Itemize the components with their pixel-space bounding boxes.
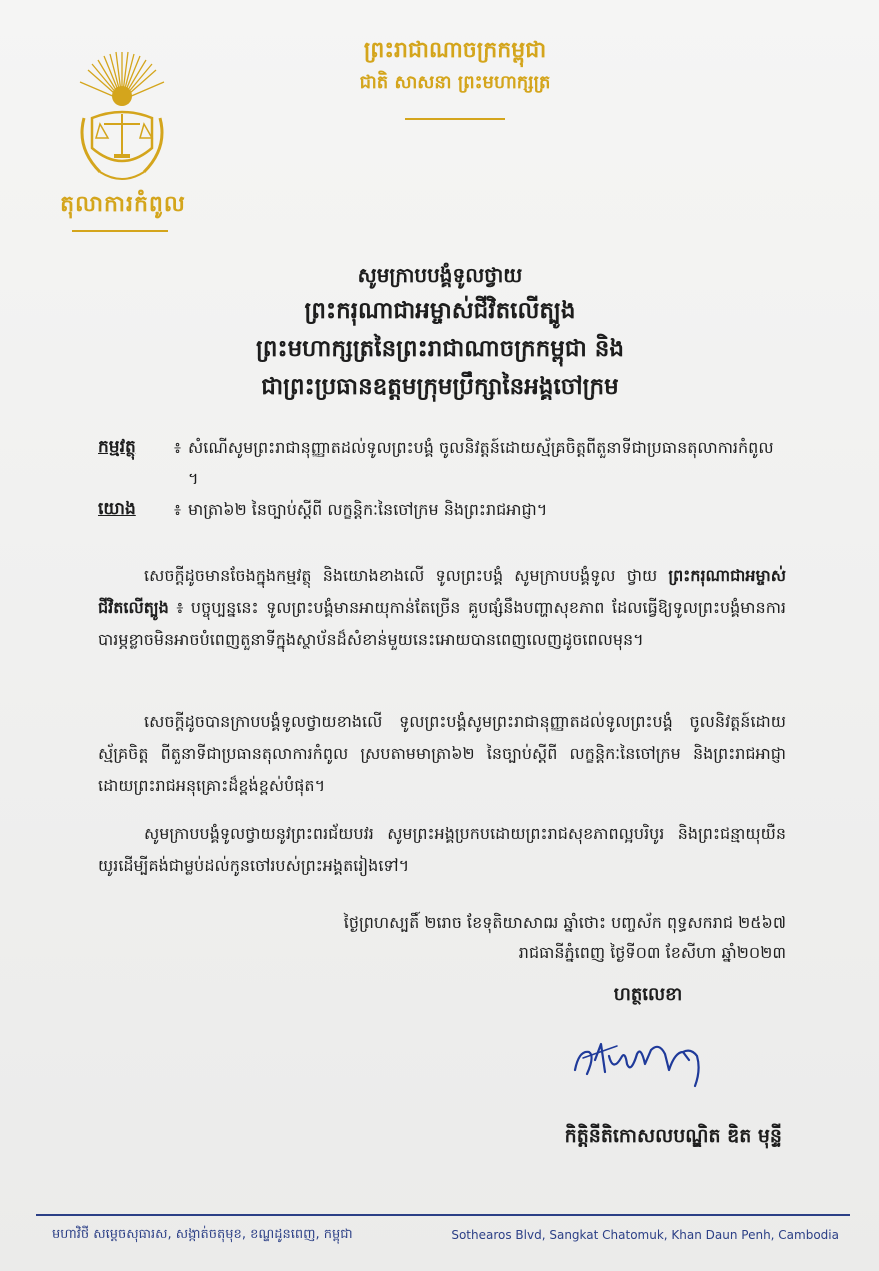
paragraph-2-text: សេចក្តីដូចបានក្រាបបង្គំទូលថ្វាយខាងលើ ទូលព្រះបង្គំសូមព្រះរាជានុញ្ញាតដល់ទូលព្រះបង្គំ ចូលនិវត្តន៍ដោយស្ម័គ្រចិត្ត ពីតួនាទីជាប្រធានតុលាការកំពូល ស្របតាមមាត្រា៦២ នៃច្បាប់ស្តីពី លក្ខន្តិកៈនៃចៅក្រម និងព្រះរាជអាជ្ញា ដោយព្រះរាជអនុគ្រោះដ៏ខ្ពង់ខ្ពស់បំផុត។ — [98, 712, 786, 795]
addressee-line-1: ព្រះករុណាជាអម្ចាស់ជីវិតលើត្បូង — [304, 298, 576, 324]
paragraph-2 — [98, 706, 786, 802]
reference-separator: ៖ — [174, 500, 182, 519]
subject-label: កម្មវត្ថុ — [98, 437, 136, 457]
paragraph-1-start: សេចក្តីដូចមានចែងក្នុងកម្មវត្ថុ និងយោងខាងលើ ទូលព្រះបង្គំ សូមក្រាបបង្គំទូល ថ្វាយ — [144, 566, 658, 585]
subject-row — [98, 432, 788, 494]
kingdom-title: ព្រះរាជាណាចក្រកម្ពុជា — [363, 38, 547, 63]
addressee-line-2: ព្រះមហាក្សត្រនៃព្រះរាជាណាចក្រកម្ពុជា និង — [256, 336, 624, 362]
subject-text: សំណើសូមព្រះរាជានុញ្ញាតដល់ទូលព្រះបង្គំ ចូលនិវត្តន៍ដោយស្ម័គ្រចិត្តពីតួនាទីជាប្រធានតុលាការកំពូល ។ — [188, 438, 774, 488]
kingdom-divider — [405, 118, 505, 120]
footer-address-english: Sothearos Blvd, Sangkat Chatomuk, Khan Daun Penh, Cambodia — [451, 1228, 839, 1242]
court-name: តុលាការកំពូល — [60, 192, 186, 217]
signer-name: កិត្តិនីតិកោសលបណ្ឌិត ឌិត មុន្ទី — [564, 1125, 782, 1147]
paragraph-1 — [98, 560, 786, 656]
reference-text: មាត្រា៦២ នៃច្បាប់ស្តីពី លក្ខន្តិកៈនៃចៅក្រម និងព្រះរាជអាជ្ញា។ — [188, 500, 548, 519]
paragraph-3 — [98, 818, 786, 882]
footer-divider — [36, 1214, 850, 1216]
paragraph-1-bold: ព្រះករុណាជាអម្ចាស់ជីវិតលើត្បូង — [98, 566, 786, 617]
lunar-date: ថ្ងៃព្រហស្បតិ៍ ២រោច ខែទុតិយាសាឍ ឆ្នាំថោះ បញ្ចស័ក ពុទ្ធសករាជ ២៥៦៧ — [343, 913, 786, 932]
date-block — [330, 908, 786, 968]
court-divider — [72, 230, 168, 232]
kingdom-header — [300, 36, 610, 120]
addressee-block — [130, 258, 750, 406]
reference-row — [98, 494, 788, 525]
signature-label: ហត្ថលេខា — [613, 984, 683, 1005]
addressee-line-3: ជាព្រះប្រធានឧត្តមក្រុមប្រឹក្សានៃអង្គចៅក្រម — [261, 374, 619, 400]
address-line: សូមក្រាបបង្គំទូលថ្វាយ — [357, 263, 523, 287]
footer-address-khmer: មហាវិថី សម្តេចសុធារស, សង្កាត់ចតុមុខ, ខណ្ឌដូនពេញ, កម្ពុជា — [52, 1227, 353, 1242]
subject-separator: ៖ — [174, 438, 182, 457]
solar-date: រាជធានីភ្នំពេញ ថ្ងៃទី០៣ ខែសីហា ឆ្នាំ២០២៣ — [518, 943, 786, 962]
supreme-court-emblem-icon — [70, 48, 174, 196]
national-motto: ជាតិ សាសនា ព្រះមហាក្សត្រ — [359, 72, 551, 93]
paragraph-1-end: ៖ បច្ចុប្បន្ននេះ ទូលព្រះបង្គំមានអាយុកាន់តែច្រើន គួបផ្សំនឹងបញ្ហាសុខភាព ដែលធ្វើឱ្យទូលព្រះបង្គំមានការបារម្ភខ្លាចមិនអាចបំពេញតួនាទីក្នុងស្ថាប័នដ៏សំខាន់មួយនេះអោយបានពេញលេញដូចពេលមុន។ — [98, 598, 787, 649]
paragraph-3-text: សូមក្រាបបង្គំទូលថ្វាយនូវព្រះពរជ័យបវរ សូមព្រះអង្គប្រកបដោយព្រះរាជសុខភាពល្អបរិបូរ និងព្រះជន្មាយុយឺនយូរដើម្បីគង់ជាម្លប់ដល់កូនចៅរបស់ព្រះអង្គតរៀងទៅ។ — [98, 824, 786, 875]
letter-meta — [98, 432, 788, 525]
reference-label: យោង — [98, 499, 136, 519]
handwritten-signature — [565, 1030, 725, 1094]
